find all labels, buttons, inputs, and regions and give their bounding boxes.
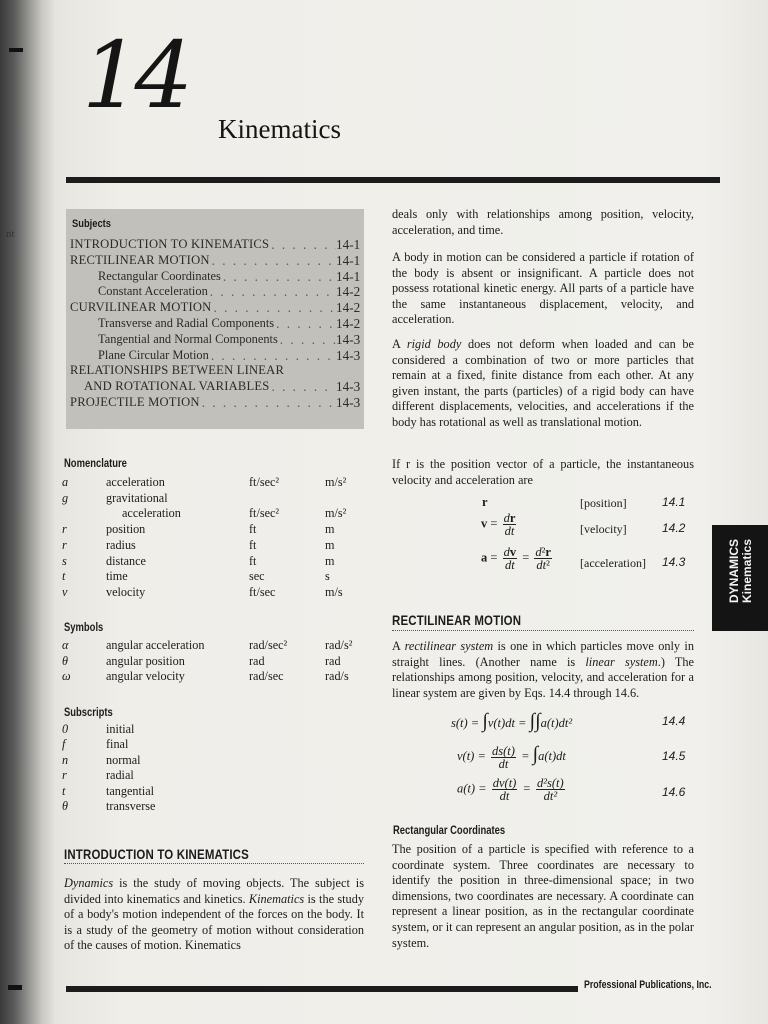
symbols-us: rad <box>249 653 265 668</box>
nomenclature-us: ft/sec² <box>249 506 280 521</box>
subject-item <box>70 395 360 411</box>
subject-item <box>70 269 360 285</box>
paragraph-5: The position of a particle is specified with reference to a coordinate system. Three coordinates are necessary to identify the position in three-dimensional space; in two dimensions, two coordinates are necessary. A coordinate can represent a linear position, as in the rectangular coordinate system, or it can represent an angular position, as in the polar system. <box>392 842 694 950</box>
subject-page: 14-3 <box>336 347 361 363</box>
intro-rule <box>64 863 364 864</box>
symbols-name: angular acceleration <box>106 638 205 652</box>
subject-item <box>70 332 360 348</box>
subject-page: 14-3 <box>336 379 361 395</box>
p4-text: .) The relationships among position, velocity, and acceleration for a linear system are given by Eqs. 14.4 through 14.6. <box>392 654 695 700</box>
term-kinematics: Kinematics <box>248 891 305 906</box>
nomenclature-sym: a <box>62 475 69 489</box>
subscripts-name: final <box>106 737 129 752</box>
leader-dots <box>200 395 336 411</box>
subscripts-heading: Subscripts <box>64 707 113 719</box>
subject-item <box>70 284 360 300</box>
eq-number: 14.2 <box>662 521 686 535</box>
subject-title: CURVILINEAR MOTION <box>70 300 212 315</box>
rectilinear-heading: RECTILINEAR MOTION <box>392 612 522 628</box>
nomenclature-si: m <box>325 553 335 568</box>
paragraph-4 <box>392 639 694 701</box>
symbols-us: rad/sec <box>249 669 284 684</box>
subject-page: 14-3 <box>336 331 361 347</box>
subject-title: Plane Circular Motion <box>98 347 209 362</box>
subscripts-sym: r <box>62 768 67 783</box>
subject-item <box>70 300 360 316</box>
eq-number: 14.6 <box>662 785 686 799</box>
subscripts-sym: θ <box>62 799 68 813</box>
eq-number: 14.5 <box>662 749 686 763</box>
subject-title: AND ROTATIONAL VARIABLES <box>84 379 270 394</box>
paragraph-3: If r is the position vector of a particle, the instantaneous velocity and acceleration are <box>392 457 694 487</box>
nomenclature-name: time <box>106 569 128 584</box>
nomenclature-si: m <box>325 522 335 537</box>
nomenclature-si: m/s² <box>325 506 347 521</box>
symbols-heading: Symbols <box>64 622 104 634</box>
chapter-title: Kinematics <box>218 114 341 144</box>
nomenclature-si: s <box>325 569 330 584</box>
subjects-heading: Subjects <box>72 218 111 230</box>
subscripts-name: normal <box>106 752 141 767</box>
margin-mark <box>8 985 22 990</box>
nomenclature-sym: r <box>62 522 67 537</box>
leader-dots <box>208 284 336 300</box>
subjects-box <box>66 209 364 429</box>
subject-page: 14-3 <box>336 394 361 410</box>
subject-page: 14-2 <box>336 300 361 316</box>
publisher: Professional Publications, Inc. <box>584 979 712 991</box>
section-tab-line1: DYNAMICS <box>727 539 741 604</box>
equation-14-1: r <box>482 495 488 509</box>
nomenclature-us: ft <box>249 537 257 552</box>
subject-title: Constant Acceleration <box>98 284 208 299</box>
symbols-si: rad/s <box>325 669 349 684</box>
subscripts-sym: t <box>62 783 66 798</box>
intro-heading: INTRODUCTION TO KINEMATICS <box>64 846 249 862</box>
eq-number: 14.4 <box>662 714 686 728</box>
chapter-number: 14 <box>82 22 188 129</box>
term-rigid-body: rigid body <box>406 337 462 351</box>
symbols-us: rad/sec² <box>249 638 288 652</box>
paragraph-2 <box>392 337 694 431</box>
nomenclature-sym: s <box>62 553 67 568</box>
nomenclature-name: position <box>106 522 146 537</box>
intro-paragraph <box>64 876 364 954</box>
subject-item <box>70 363 360 379</box>
leader-dots <box>211 300 336 316</box>
equation-14-4: s(t) = ∫v(t)dt = ∫∫a(t)dt² <box>451 710 573 732</box>
nomenclature-si: m/s² <box>325 475 347 489</box>
subject-title: PROJECTILE MOTION <box>70 394 200 409</box>
subject-title: Tangential and Normal Components <box>98 331 278 346</box>
p4-text: A <box>392 639 405 653</box>
subject-item <box>70 316 360 332</box>
header-rule <box>66 177 720 183</box>
nomenclature-us: ft <box>249 522 257 537</box>
nomenclature-heading: Nomenclature <box>64 458 127 470</box>
symbols-table <box>62 638 372 690</box>
leader-dots <box>274 316 336 332</box>
nomenclature-table <box>62 475 372 605</box>
equation-14-2: v = $\frac{dr}{dt}$ <box>481 511 516 538</box>
margin-fragment: nt <box>6 228 15 240</box>
subjects-list <box>70 237 360 411</box>
eq-number: 14.1 <box>662 495 686 509</box>
eq-label-position: [position] <box>580 496 627 510</box>
intro-text: is the study of moving objects. The subject is divided into kinematics and kinetics. <box>64 876 364 906</box>
section-tab <box>712 525 768 631</box>
nomenclature-name: radius <box>106 537 136 552</box>
subject-item <box>70 348 360 364</box>
section-tab-text <box>728 521 754 621</box>
nomenclature-name: gravitational <box>106 490 168 505</box>
term-linear-system: linear system <box>585 654 658 669</box>
nomenclature-sym: g <box>62 490 69 505</box>
subscripts-table <box>62 722 372 818</box>
subject-page: 14-1 <box>336 268 361 284</box>
nomenclature-us: ft/sec <box>249 584 276 599</box>
symbols-sym: θ <box>62 653 68 668</box>
subject-page: 14-2 <box>336 284 361 300</box>
nomenclature-name: acceleration <box>106 475 165 489</box>
subject-title: RECTILINEAR MOTION <box>70 252 210 267</box>
nomenclature-name: distance <box>106 553 146 568</box>
subject-title: INTRODUCTION TO KINEMATICS <box>70 237 270 251</box>
nomenclature-name: acceleration <box>122 506 181 521</box>
leader-dots <box>278 332 336 348</box>
leader-dots <box>209 348 336 364</box>
footer-rule <box>66 986 578 992</box>
subject-item <box>70 253 360 269</box>
subject-page: 14-1 <box>336 237 361 252</box>
intro-text: is the study of a body's motion independent of the forces on the body. It is a study of the geometry of motion without consideration of the causes of motion. Kinematics <box>64 891 364 953</box>
symbols-sym: ω <box>62 669 71 684</box>
equation-14-6: a(t) = $\frac{dv(t)}{dt}$ = $\frac{\text{d²s(t)}}{\text{dt²}}$ <box>457 776 564 803</box>
nomenclature-sym: v <box>62 584 68 599</box>
nomenclature-us: ft/sec² <box>249 475 280 489</box>
subject-item <box>70 379 360 395</box>
subject-page: 14-1 <box>336 252 361 268</box>
symbols-name: angular velocity <box>106 669 185 684</box>
p2-text: does not deform when loaded and can be considered a combination of two or more particles that remain at a fixed, finite distance from each other. At any given instant, the parts (particles) of a rigid body can have different displacements, velocities, and accelerations if the body has rotational as well as translational motion. <box>392 337 694 429</box>
term-dynamics: Dynamics <box>64 876 114 890</box>
equation-14-3: a = $\frac{dv}{dt}$ = $\frac{\text{d²r}}{\text{dt²}}$ <box>481 545 551 572</box>
nomenclature-sym: r <box>62 537 67 552</box>
subject-item <box>70 237 360 253</box>
nomenclature-us: sec <box>249 569 265 584</box>
nomenclature-si: m <box>325 537 335 552</box>
leader-dots <box>269 237 336 253</box>
rect-coords-heading: Rectangular Coordinates <box>393 825 506 837</box>
section-tab-line2: Kinematics <box>740 538 754 604</box>
equation-14-5: v(t) = $\frac{ds(t)}{dt}$ = ∫a(t)dt <box>457 743 566 771</box>
eq-label-acceleration: [acceleration] <box>580 556 646 570</box>
subject-title: Rectangular Coordinates <box>98 268 221 283</box>
leader-dots <box>210 253 336 269</box>
symbols-name: angular position <box>106 653 185 668</box>
nomenclature-si: m/s <box>325 584 343 599</box>
leader-dots <box>269 379 336 395</box>
symbols-si: rad <box>325 653 341 668</box>
subject-title: RELATIONSHIPS BETWEEN LINEAR <box>70 363 285 378</box>
nomenclature-sym: t <box>62 569 66 584</box>
leader-dots <box>221 269 336 285</box>
subscripts-name: transverse <box>106 799 156 813</box>
p2-text: A <box>392 337 407 351</box>
subscripts-sym: 0 <box>62 722 69 736</box>
subscripts-name: radial <box>106 768 134 783</box>
rectilinear-rule <box>392 630 694 631</box>
subject-page: 14-2 <box>336 315 361 331</box>
margin-mark <box>9 48 23 52</box>
nomenclature-name: velocity <box>106 584 146 599</box>
subject-title: Transverse and Radial Components <box>98 315 275 330</box>
subscripts-name: initial <box>106 722 135 736</box>
paragraph-0: deals only with relationships among position, velocity, acceleration, and time. <box>392 207 694 237</box>
p4-text: is one in which particles move only in straight lines. (Another name is <box>392 639 694 669</box>
symbols-sym: α <box>62 638 69 652</box>
term-rectilinear-system: rectilinear system <box>404 639 494 653</box>
subscripts-sym: f <box>62 737 66 752</box>
subscripts-name: tangential <box>106 783 155 798</box>
symbols-si: rad/s² <box>325 638 353 652</box>
eq-number: 14.3 <box>662 555 686 569</box>
paragraph-1: A body in motion can be considered a particle if rotation of the body is absent or insignificant. A particle does not possess rotational kinetic energy. All parts of a particle have the same instantaneous displacement, velocity, and acceleration. <box>392 250 694 327</box>
nomenclature-us: ft <box>249 553 257 568</box>
eq-label-velocity: [velocity] <box>580 522 627 536</box>
subscripts-sym: n <box>62 752 69 767</box>
